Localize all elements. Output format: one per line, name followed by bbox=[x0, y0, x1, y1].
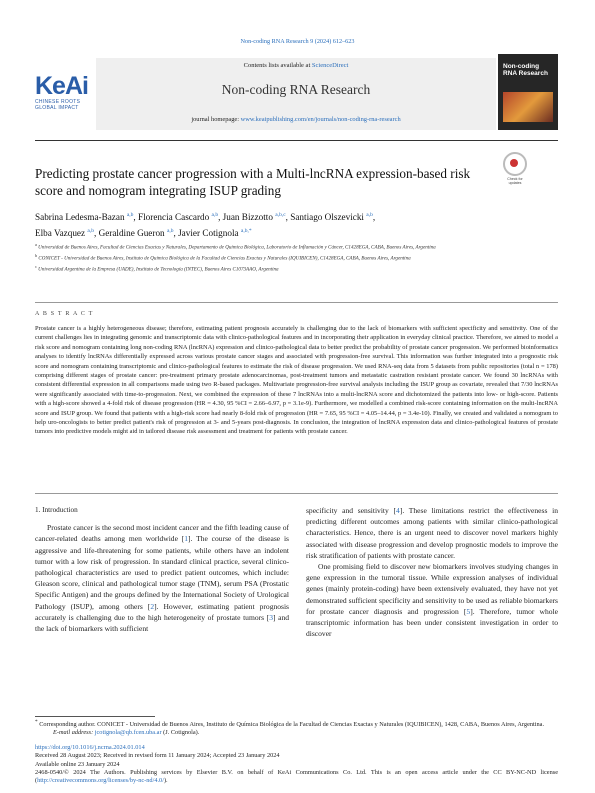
affiliation-marker: c bbox=[35, 263, 37, 269]
paragraph-text: specificity and sensitivity [ bbox=[306, 506, 397, 515]
author-name[interactable]: Elba Vazquez bbox=[35, 227, 86, 238]
affiliation-marker: b bbox=[35, 252, 38, 258]
paragraph-text: ]. The course of the disease is aggressive and life-threatening for some patients, while others have an indolent tumor with a low risk of progression. In standard clinical practice, several clinico-pathological characteristics are used to predict patient outcomes, which include: Gleason score, clinical and pathological tumor stage (TNM), serum PSA (Prostatic Specific Antigen) and the groups defined by the International Society of Urological Pathology (ISUP), among others [ bbox=[35, 534, 289, 611]
corresponding-author-footnote bbox=[35, 718, 558, 738]
reference-link[interactable]: 2 bbox=[150, 601, 155, 611]
sciencedirect-link[interactable]: ScienceDirect bbox=[311, 62, 349, 69]
author-name[interactable]: Florencia Cascardo bbox=[138, 212, 210, 223]
author-name[interactable]: Santiago Olszevicki bbox=[290, 212, 364, 223]
author-name[interactable]: Geraldine Gueron bbox=[98, 227, 165, 238]
abstract-top-divider bbox=[35, 302, 558, 303]
author-affil-sup[interactable]: a,b,* bbox=[240, 227, 252, 234]
abstract-heading: A B S T R A C T bbox=[35, 311, 94, 317]
homepage-prefix: journal homepage: bbox=[191, 116, 241, 123]
author-name[interactable]: Sabrina Ledesma-Bazan bbox=[35, 212, 125, 223]
body-column-left bbox=[35, 505, 289, 634]
journal-cover-image[interactable] bbox=[498, 54, 558, 130]
author-affil-sup[interactable]: a,b bbox=[211, 212, 219, 218]
article-history-footnote bbox=[35, 744, 558, 785]
paragraph-text: ]. However, estimating patient prognosis accurately is challenging due to the high heterogeneity of prostate tumors [ bbox=[35, 601, 289, 622]
keai-logo bbox=[35, 74, 95, 111]
keai-tagline-2: GLOBAL IMPACT bbox=[35, 105, 79, 111]
article-title: Predicting prostate cancer progression with a Multi-lncRNA expression-based risk score and nomogram integrating ISUP grading bbox=[35, 166, 471, 198]
paragraph-text: ] and the lack of biomarkers with sufficient bbox=[35, 612, 289, 634]
footnote-marker: * bbox=[35, 719, 38, 725]
paragraph-text: One promising field to discover new biomarkers involves studying changes in gene expression in the tumoral tissue. While expression analyses of individual genes (mainly protein-coding) have been extensively evaluated, they have not yet demonstrated sufficient specificity and sensitivity to be used as reliable biomarkers for prostate cancer diagnosis and progression [ bbox=[306, 562, 558, 616]
email-link[interactable]: jcotignola@qb.fcen.uba.ar bbox=[94, 729, 162, 737]
affiliation-text: CONICET - Universidad de Buenos Aires, Instituto de Química Biológica de la Facultad de Ciencias Exactas y Naturales (IQUIBICEN), C1428EGA, CABA, Buenos Aires, Argentina bbox=[38, 255, 411, 262]
affiliation-item bbox=[35, 241, 490, 252]
reference-link[interactable]: 3 bbox=[269, 612, 273, 622]
license-link[interactable]: http://creativecommons.org/licenses/by-nc-nd/4.0/ bbox=[37, 777, 164, 785]
reference-link[interactable]: 1 bbox=[184, 534, 189, 544]
cover-title-1: Non-coding bbox=[503, 63, 540, 70]
paragraph bbox=[306, 561, 558, 639]
corresponding-author-text: Corresponding author. CONICET - Universidad de Buenos Aires, Instituto de Química Biológica de la Facultad de Ciencias Exactas y Naturales (IQUIBICEN), 1428, CABA, Buenos Aires, Argentina. bbox=[39, 721, 545, 729]
author-name[interactable]: Juan Bizzotto bbox=[222, 212, 273, 223]
affiliation-marker: a bbox=[35, 242, 37, 247]
abstract-bottom-divider bbox=[35, 493, 558, 494]
check-updates-label-2: updates bbox=[508, 181, 522, 185]
copyright-line bbox=[35, 769, 558, 786]
paragraph-text: ]. These limitations restrict the effectiveness in predicting different outcomes among patients with similar clinico-pathological characteristics. Hence, there is an urgent need to discover novel markers highly associated with disease progression and develop prognostic models to improve the risk stratification of patients with prostate cancer. bbox=[306, 506, 558, 560]
journal-name: Non-coding RNA Research bbox=[221, 82, 371, 97]
available-online: Available online 23 January 2024 bbox=[35, 760, 120, 768]
received-dates: Received 28 August 2023; Received in revised form 11 January 2024; Accepted 23 January 2024 bbox=[35, 752, 280, 760]
reference-link[interactable]: 4 bbox=[396, 506, 400, 515]
footnote-divider bbox=[35, 716, 155, 717]
copyright-end: ). bbox=[163, 777, 168, 785]
affiliation-text: Universidad de Buenos Aires, Facultad de Ciencias Exactas y Naturales, Departamento de Química Biológica, Laboratorio de Inflamación y Cáncer, C1428EGA, CABA, Buenos Aires, Argentina bbox=[38, 244, 436, 251]
cover-art bbox=[503, 92, 553, 122]
reference-link[interactable]: 5 bbox=[466, 606, 471, 616]
cover-title-2: RNA Research bbox=[503, 70, 548, 77]
homepage-line bbox=[96, 116, 496, 123]
paragraph bbox=[35, 522, 289, 634]
affiliation-text: Universidad Argentina de la Empresa (UADE), Instituto de Tecnología (INTEC), Buenos Aires C1073AAO, Argentina bbox=[38, 266, 279, 273]
contents-prefix: Contents lists available at bbox=[243, 62, 312, 69]
author-affil-sup[interactable]: a,b bbox=[87, 227, 94, 234]
corresponding-author-line bbox=[35, 718, 558, 729]
keai-tagline-1: CHINESE ROOTS bbox=[35, 99, 81, 105]
email-label: E-mail address: bbox=[53, 729, 95, 737]
email-line bbox=[35, 729, 558, 737]
authors-line-2: Elba Vazquez $^{a,b}$, Geraldine Gueron $^{a,b}$, Javier Cotignola $^{a,b,*}$ bbox=[35, 227, 252, 238]
header-divider bbox=[35, 140, 558, 141]
author-affil-sup[interactable]: a,b bbox=[366, 212, 373, 218]
journal-citation[interactable]: Non-coding RNA Research 9 (2024) 612–623 bbox=[240, 38, 355, 45]
abstract-text: Prostate cancer is a highly heterogeneous disease; therefore, estimating patient prognosis accurately is challenging due to the lack of biomarkers with sufficient specificity and sensitivity. One of the current challenges lies in integrating genomic and transcriptomic data with clinico-pathological features and in incorporating their application in everyday clinical practice. Therefore, we aimed to model a risk score and nomogram containing long non-coding RNA (lncRNA) expression and clinico-pathological data to better predict the probability of prostate cancer progression. We performed bioinformatics analyses to identify lncRNAs differentially expressed across various prostate cancer stages and associated with progression-free survival. This information was further integrated into a prognostic risk score and nomogram containing transcriptomic and clinico-pathological features to estimate the risk of disease progression. We used RNA-seq data from 5 datasets from public repositories (total n = 178) comprising different stages of prostate cancer: pre-treatment primary prostate adenocarcinomas, post-treatment tumors and metastatic castration resistant prostate cancer. We found 30 lncRNAs with consistent differential expression in all comparisons made using two R-based packages. Multivariate progression-free survival analysis including the ISUP group as covariate, revealed that 7/30 lncRNAs were significantly associated with time-to-progression. Next, we combined the expression of these 7 lncRNAs into a multi-lncRNA score and dichotomized the patients into low- or high-score. Patients with a high-score showed a 4-fold risk of disease progression (HR = 4.30, 95 %CI = 2.66–6.97, p = 3.1e-9). Furthermore, we modelled a combined risk-score containing information on the multi-lncRNA score and ISUP group. We found that patients with a high-risk score had nearly 8-fold risk of progression (HR = 7.65, 95 %CI = 4.05–14.44, p = 3.4e-10). Finally, we created and validated a nomogram to help uro-oncologists to better predict patient's risk of progression at 3- and 5-years post-diagnosis. In conclusion, the integration of lncRNA expression data and clinico-pathological features of prostate tumors into predictive models might aid in tailored disease risk assessment and treatment for patients with prostate cancer. bbox=[35, 325, 558, 436]
contents-line bbox=[96, 62, 496, 69]
authors-line-1: Sabrina Ledesma-Bazan $^{a,b}$, Florencia Cascardo $^{a,b}$, Juan Bizzotto $^{a,b,c}$, Santiago Olszevicki $^{a,b}$, bbox=[35, 212, 376, 223]
affiliations bbox=[35, 241, 490, 274]
affiliation-item bbox=[35, 252, 490, 263]
keai-logo-text: KeAi bbox=[35, 72, 88, 100]
check-updates-icon bbox=[503, 152, 527, 176]
affiliation-item bbox=[35, 263, 490, 274]
author-list bbox=[35, 209, 555, 240]
paragraph bbox=[306, 505, 558, 561]
email-suffix: (J. Cotignola). bbox=[161, 729, 200, 737]
author-affil-sup[interactable]: a,b,c bbox=[275, 212, 286, 218]
body-column-right bbox=[306, 505, 558, 639]
author-affil-sup[interactable]: a,b bbox=[166, 227, 174, 234]
author-affil-sup[interactable]: a,b bbox=[126, 212, 134, 218]
paragraph-text: Prostate cancer is the second most incident cancer and the fifth leading cause of cancer-related deaths among men worldwide [ bbox=[35, 523, 289, 544]
check-for-updates-button[interactable] bbox=[502, 152, 528, 185]
author-name[interactable]: Javier Cotignola bbox=[178, 227, 239, 238]
paragraph-text: ]. Therefore, tumor whole transcriptomic information has been under consistent investigation in order to discover bbox=[306, 606, 558, 639]
copyright-text: 2468-0540/© 2024 The Authors. Publishing services by Elsevier B.V. on behalf of KeAi Communications Co. Ltd. This is an open access article under the CC BY-NC-ND license ( bbox=[35, 768, 558, 785]
doi-link[interactable]: https://doi.org/10.1016/j.ncrna.2024.01.014 bbox=[35, 744, 145, 751]
check-updates-label-1: Check for bbox=[507, 177, 523, 181]
section-heading-introduction: 1. Introduction bbox=[35, 506, 78, 514]
homepage-link[interactable]: www.keaipublishing.com/en/journals/non-coding-rna-research bbox=[240, 116, 401, 123]
